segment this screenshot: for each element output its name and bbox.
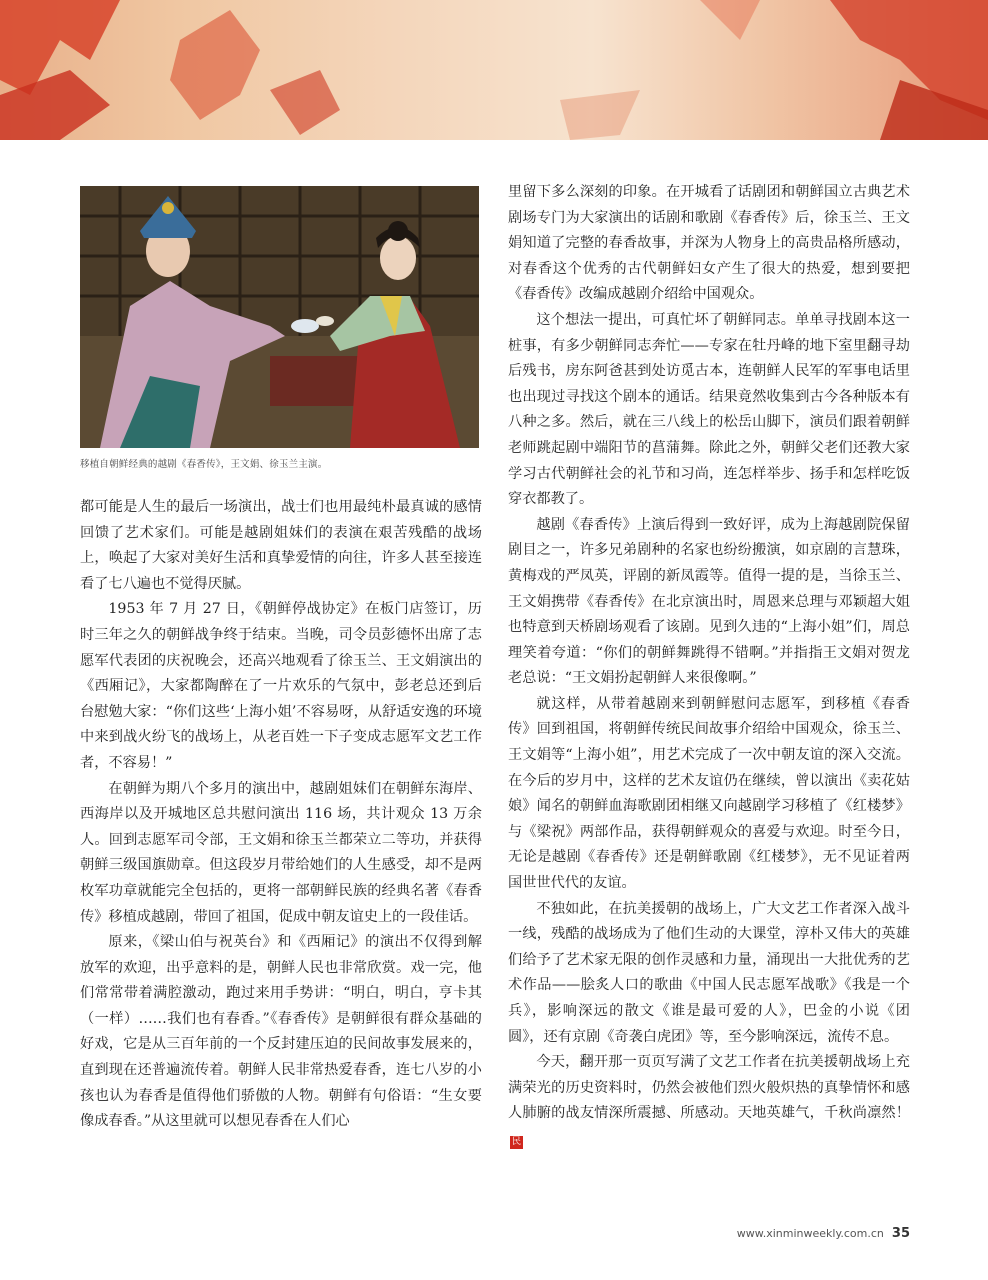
paragraph: 越剧《春香传》上演后得到一致好评，成为上海越剧院保留剧目之一，许多兄弟剧种的名家也纷纷搬演，如京剧的言慧珠，黄梅戏的严凤英，评剧的新凤霞等。值得一提的是，当徐玉兰、王文娟携带《春香传》在北京演出时，周恩来总理与邓颖超大姐也特意到天桥剧场观看了该剧。见到久违的“上海小姐”们，周总理笑着夸道：“你们的朝鲜舞跳得不错啊。”并指指王文娟对贺龙老总说：“王文娟扮起朝鲜人来很像啊。” xyxy=(508,516,910,687)
paragraph: 就这样，从带着越剧来到朝鲜慰问志愿军，到移植《春香传》回到祖国，将朝鲜传统民间故事介绍给中国观众，徐玉兰、王文娟等“上海小姐”，用艺术完成了一次中朝友谊的深入交流。在今后的岁月中，这样的艺术友谊仍在继续，曾以演出《卖花姑娘》闻名的朝鲜血海歌剧团相继又向越剧学习移植了《红楼梦》与《梁祝》两部作品，获得朝鲜观众的喜爱与欢迎。时至今日，无论是越剧《春香传》还是朝鲜歌剧《红楼梦》，无不见证着两国世世代代的友谊。 xyxy=(508,695,910,892)
paragraph: 不独如此，在抗美援朝的战场上，广大文艺工作者深入战斗一线，残酷的战场成为了他们生动的大课堂，淳朴又伟大的英雄们给予了艺术家无限的创作灵感和力量，涌现出一大批优秀的艺术作品——脍炙人口的歌曲《中国人民志愿军战歌》《我是一个兵》，影响深远的散文《谁是最可爱的人》，巴金的小说《团圆》，还有京剧《奇袭白虎团》等，至今影响深远，流传不息。 xyxy=(508,900,910,1045)
page-number: 35 xyxy=(891,1226,910,1241)
final-paragraph-text: 今天，翻开那一页页写满了文艺工作者在抗美援朝战场上充满荣光的历史资料时，仍然会被他们烈火般炽热的真挚情怀和感人肺腑的战友情深所震撼、所感动。天地英雄气，千秋尚凛然！ xyxy=(508,1054,910,1122)
paragraph: 1953 年 7 月 27 日，《朝鲜停战协定》在板门店签订，历时三年之久的朝鲜战争终于结束。当晚，司令员彭德怀出席了志愿军代表团的庆祝晚会，还高兴地观看了徐玉兰、王文娟演出的《西厢记》，大家都陶醉在了一片欢乐的气氛中，彭老总还到后台慰勉大家：“你们这些‘上海小姐’不容易呀，从舒适安逸的环境中来到战火纷飞的战场上，从老百姓一下子变成志愿军文艺工作者，不容易！” xyxy=(80,601,482,771)
article-left-column xyxy=(80,495,482,1135)
paragraph: 都可能是人生的最后一场演出，战士们也用最纯朴最真诚的感情回馈了艺术家们。可能是越剧姐妹们的表演在艰苦残酷的战场上，唤起了大家对美好生活和真挚爱情的向往，许多人甚至接连看了七八遍也不觉得厌腻。 xyxy=(80,499,482,592)
opera-photo xyxy=(80,186,479,448)
header-banner xyxy=(0,0,988,140)
photo-caption: 移植自朝鲜经典的越剧《春香传》，王文娟、徐玉兰主演。 xyxy=(80,459,328,470)
end-mark-icon: 民 xyxy=(511,1136,521,1147)
banner-flag-art xyxy=(0,0,988,140)
page-footer xyxy=(737,1226,910,1241)
paragraph-final xyxy=(508,1050,910,1152)
footer-url[interactable]: www.xinminweekly.com.cn xyxy=(736,1227,884,1240)
paragraph: 这个想法一提出，可真忙坏了朝鲜同志。单单寻找剧本这一桩事，有多少朝鲜同志奔忙——专家在牡丹峰的地下室里翻寻劫后残书，房东阿爸甚到处访觅古本，连朝鲜人民军的军事电话里也出现过寻找这个剧本的通话。结果竟然收集到古今各种版本有八种之多。然后，就在三八线上的松岳山脚下，演员们跟着朝鲜老师跳起剧中端阳节的菖蒲舞。除此之外，朝鲜父老们还教大家学习古代朝鲜社会的礼节和习尚，连怎样举步、扬手和怎样吃饭穿衣都教了。 xyxy=(508,311,910,508)
article-right-column xyxy=(508,180,910,1153)
paragraph: 里留下多么深刻的印象。在开城看了话剧团和朝鲜国立古典艺术剧场专门为大家演出的话剧和歌剧《春香传》后，徐玉兰、王文娟知道了完整的春香故事，并深为人物身上的高贵品格所感动，对春香这个优秀的古代朝鲜妇女产生了很大的热爱，想到要把《春香传》改编成越剧介绍给中国观众。 xyxy=(508,184,910,303)
paragraph: 原来，《梁山伯与祝英台》和《西厢记》的演出不仅得到解放军的欢迎，出乎意料的是，朝鲜人民也非常欣赏。戏一完，他们常常带着满腔激动，跑过来用手势讲：“明白，明白，亨卡其（一样）……我们也有春香。”《春香传》是朝鲜很有群众基础的好戏，它是从三百年前的一个反封建压迫的民间故事发展来的，直到现在还普遍流传着。朝鲜人民非常热爱春香，连七八岁的小孩也认为春香是值得他们骄傲的人物。朝鲜有句俗语：“生女要像成春香。”从这里就可以想见春香在人们心 xyxy=(80,934,482,1130)
opera-scene-illustration xyxy=(80,186,479,448)
paragraph: 在朝鲜为期八个多月的演出中，越剧姐妹们在朝鲜东海岸、西海岸以及开城地区总共慰问演出 116 场，共计观众 13 万余人。回到志愿军司令部，王文娟和徐玉兰都荣立二等功，并获得朝鲜三级国旗勋章。但这段岁月带给她们的人生感受，却不是两枚军功章就能完全包括的，更将一部朝鲜民族的经典名著《春香传》移植成越剧，带回了祖国，促成中朝友谊史上的一段佳话。 xyxy=(80,780,482,925)
